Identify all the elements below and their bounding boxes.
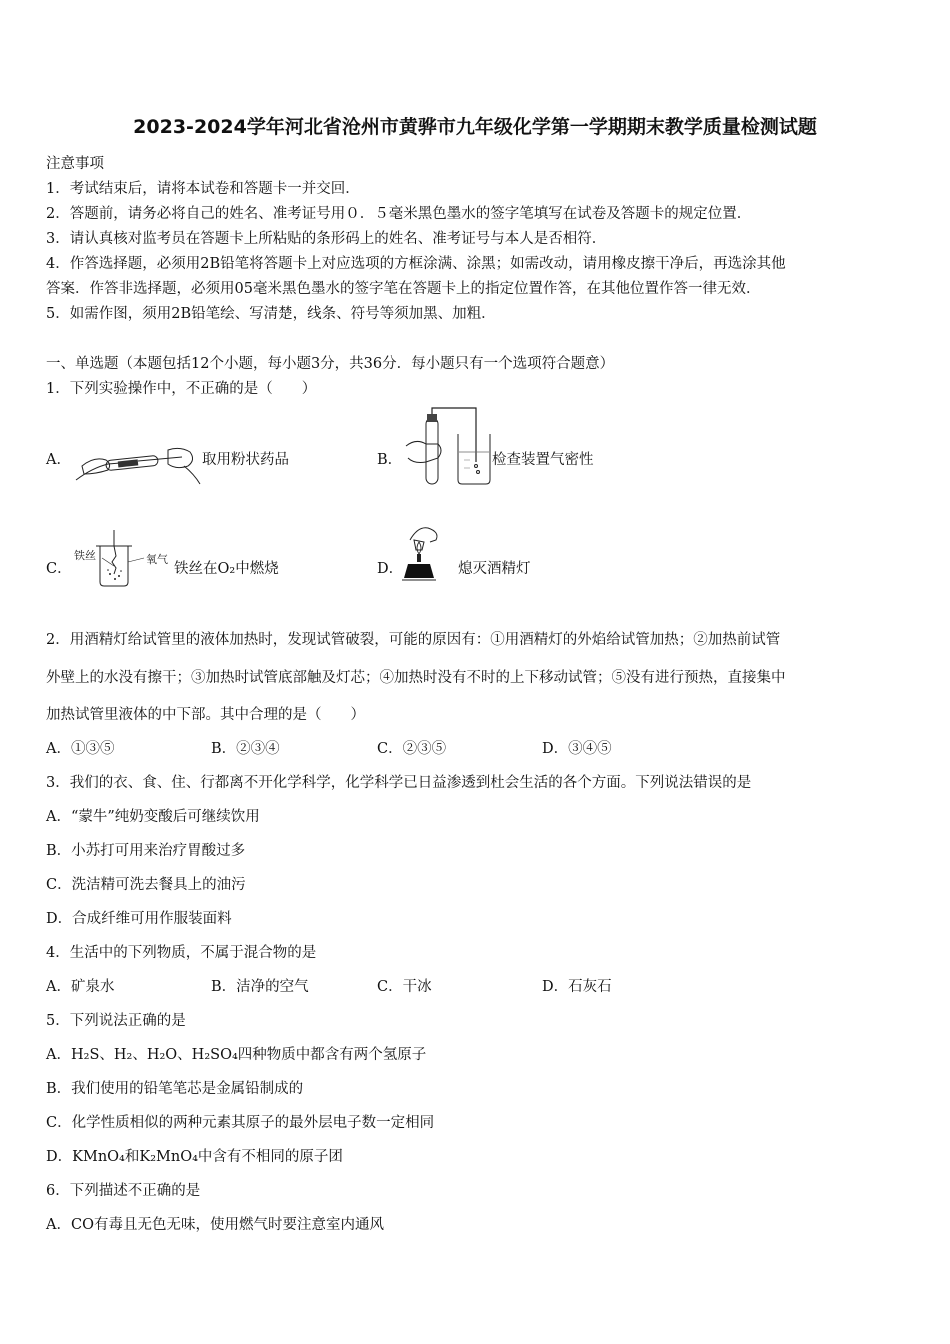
notice-heading: 注意事项: [46, 156, 104, 172]
q3-option-c: C．洗洁精可洗去餐具上的油污: [46, 877, 246, 893]
q1-option-a-text: 取用粉状药品: [202, 452, 289, 468]
q1-option-c-letter: C．: [46, 561, 72, 577]
q1-option-b-letter: B．: [377, 452, 403, 468]
q3-option-a: A．“蒙牛”纯奶变酸后可继续饮用: [46, 809, 260, 825]
q1-option-b-text: 检查装置气密性: [492, 452, 594, 468]
q5-option-a-text: 四种物质中都含有两个氢原子: [237, 1047, 427, 1063]
q4-option-b: B．洁净的空气: [211, 979, 309, 995]
notice-item-1: 1．考试结束后，请将本试卷和答题卡一并交回．: [46, 181, 360, 197]
question-2-line-1: 2．用酒精灯给试管里的液体加热时，发现试管破裂，可能的原因有：①用酒精灯的外焰给试管加热；②加热前试管: [46, 632, 781, 648]
airtightness-check-figure: [402, 404, 494, 488]
q5-option-a-prefix: A．: [46, 1047, 71, 1063]
q1-option-c-text: 铁丝在O₂中燃烧: [174, 561, 279, 577]
q2-option-a: A．①③⑤: [46, 741, 115, 757]
alcohol-lamp-figure: [400, 520, 444, 584]
q3-option-b: B．小苏打可用来治疗胃酸过多: [46, 843, 246, 859]
iron-wire-combustion-figure: [72, 526, 176, 590]
question-6-stem: 6．下列描述不正确的是: [46, 1183, 201, 1199]
q1-option-d-letter: D．: [377, 561, 404, 577]
q6-option-a: A．CO有毒且无色无味，使用燃气时要注意室内通风: [46, 1217, 384, 1233]
notice-item-4: 4．作答选择题，必须用2B铅笔将答题卡上对应选项的方框涂满、涂黑；如需改动，请用橡皮擦干净后，再选涂其他: [46, 256, 786, 272]
fig-label-gas: 氧气: [146, 553, 168, 566]
q5-option-c: C．化学性质相似的两种元素其原子的最外层电子数一定相同: [46, 1115, 435, 1131]
notice-item-2: 2．答题前，请务必将自己的姓名、准考证号用０．５毫米黑色墨水的签字笔填写在试卷及答题卡的规定位置．: [46, 206, 752, 222]
notice-item-3: 3．请认真核对监考员在答题卡上所粘贴的条形码上的姓名、准考证号与本人是否相符．: [46, 231, 607, 247]
q1-option-d-text: 熄灭酒精灯: [458, 561, 531, 577]
q2-option-d: D．③④⑤: [542, 741, 612, 757]
q5-option-d-text: 中含有不相同的原子团: [197, 1149, 343, 1165]
question-5-stem: 5．下列说法正确的是: [46, 1013, 186, 1029]
notice-item-5: 5．如需作图，须用2B铅笔绘、写清楚，线条、符号等须加黑、加粗．: [46, 306, 496, 322]
fig-label-wire: 铁丝: [74, 549, 96, 562]
page-title: 2023-2024学年河北省沧州市黄骅市九年级化学第一学期期末教学质量检测试题: [133, 116, 817, 138]
q1-option-a-letter: A．: [46, 452, 71, 468]
notice-item-4-cont: 答案．作答非选择题，必须用05毫米黑色墨水的签字笔在答题卡上的指定位置作答，在其他位置作答一律无效．: [46, 281, 761, 297]
q5-option-a: [46, 1043, 426, 1064]
q5-option-b: B．我们使用的铅笔笔芯是金属铅制成的: [46, 1081, 304, 1097]
q5-option-a-formula: H₂S、H₂、H₂O、H₂SO₄: [70, 1047, 238, 1063]
q5-option-d-prefix: D．: [46, 1149, 73, 1165]
q4-option-d: D．石灰石: [542, 979, 612, 995]
q2-option-c: C．②③⑤: [377, 741, 447, 757]
question-2-line-2: 外壁上的水没有擦干；③加热时试管底部触及灯芯；④加热时没有不时的上下移动试管；⑤没有进行预热，直接集中: [46, 670, 786, 686]
question-2-line-3: 加热试管里液体的中下部。其中合理的是（ ）: [46, 707, 365, 723]
section-heading: 一、单选题（本题包括12个小题，每小题3分，共36分．每小题只有一个选项符合题意）: [46, 356, 615, 372]
question-3-stem: 3．我们的衣、食、住、行都离不开化学科学，化学科学已日益渗透到杜会生活的各个方面。下列说法错误的是: [46, 775, 752, 791]
q3-option-d: D．合成纤维可用作服装面料: [46, 911, 232, 927]
q5-option-d-formula: KMnO₄和K₂MnO₄: [72, 1149, 198, 1165]
powder-spoon-figure: [72, 440, 204, 488]
question-4-stem: 4．生活中的下列物质，不属于混合物的是: [46, 945, 317, 961]
q4-option-c: C．干冰: [377, 979, 432, 995]
q4-option-a: A．矿泉水: [46, 979, 115, 995]
question-1-stem: 1．下列实验操作中，不正确的是（ ）: [46, 381, 317, 397]
q5-option-d: [46, 1145, 343, 1166]
q2-option-b: B．②③④: [211, 741, 280, 757]
